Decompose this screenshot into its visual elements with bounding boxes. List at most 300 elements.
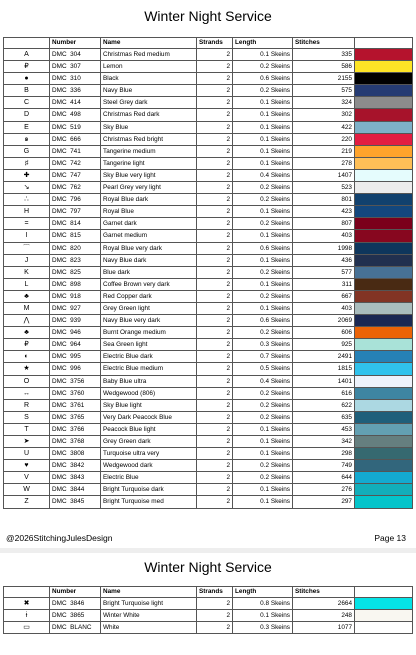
brand-label: DMC [52,413,67,421]
symbol-cell: U [4,448,50,460]
number-cell [50,363,101,375]
thread-number: 3808 [70,450,85,458]
table-row [4,290,413,302]
stitches-cell: 324 [293,97,355,109]
color-swatch [355,218,412,229]
strands-cell: 2 [197,363,233,375]
col-header-number: Number [50,38,101,49]
brand-label: DMC [52,87,67,95]
name-cell: Wedgewood dark [101,460,197,472]
length-cell: 0.1 Skeins [233,436,293,448]
stitches-cell: 1401 [293,375,355,387]
length-cell: 0.3 Skeins [233,339,293,351]
color-swatch [355,472,412,483]
number-cell [50,182,101,194]
length-cell: 0.4 Skeins [233,169,293,181]
name-cell: Bright Turquoise light [101,598,197,610]
name-cell: Baby Blue ultra [101,375,197,387]
color-swatch-cell [355,85,413,97]
thread-number: 939 [70,317,81,325]
color-swatch-cell [355,73,413,85]
symbol-cell: ✚ [4,169,50,181]
number-cell [50,484,101,496]
color-swatch-cell [355,387,413,399]
thread-table-continued [3,586,413,634]
brand-label: DMC [52,244,67,252]
table-row [4,472,413,484]
brand-label: DMC [52,624,67,632]
thread-number: 918 [70,292,81,300]
name-cell: Tangerine medium [101,145,197,157]
stitches-cell: 278 [293,157,355,169]
length-cell: 0.1 Skeins [233,448,293,460]
number-cell [50,315,101,327]
brand-label: DMC [52,220,67,228]
stitches-cell: 2664 [293,598,355,610]
table-row [4,484,413,496]
table-row [4,218,413,230]
length-cell: 0.1 Skeins [233,230,293,242]
number-cell [50,399,101,411]
thread-number: 742 [70,159,81,167]
thread-number: 825 [70,268,81,276]
brand-label: DMC [52,365,67,373]
color-swatch [355,85,412,96]
thread-number: 927 [70,304,81,312]
thread-number: 3761 [70,401,85,409]
name-cell: Wedgewood (806) [101,387,197,399]
thread-number: 519 [70,123,81,131]
number-cell [50,206,101,218]
length-cell: 0.1 Skeins [233,157,293,169]
number-cell [50,610,101,622]
thread-number: 3846 [70,600,85,607]
color-swatch [355,134,412,145]
symbol-cell: I [4,230,50,242]
table-row [4,182,413,194]
length-cell: 0.1 Skeins [233,97,293,109]
page-number: Page 13 [374,533,406,543]
thread-number: 815 [70,232,81,240]
table-row [4,97,413,109]
color-swatch-cell [355,61,413,73]
table-row [4,399,413,411]
color-swatch [355,315,412,326]
thread-number: 304 [70,51,81,58]
col-header-number: Number [50,587,101,598]
color-swatch-cell [355,109,413,121]
brand-label: DMC [52,268,67,276]
strands-cell: 2 [197,387,233,399]
thread-number: 3766 [70,425,85,433]
number-cell [50,121,101,133]
strands-cell: 2 [197,278,233,290]
number-cell [50,109,101,121]
brand-label: DMC [52,304,67,312]
symbol-cell: ♥ [4,460,50,472]
table-row [4,460,413,472]
name-cell: Burnt Orange medium [101,327,197,339]
color-swatch-cell [355,157,413,169]
stitches-cell: 1998 [293,242,355,254]
brand-label: DMC [52,462,67,470]
length-cell: 0.2 Skeins [233,399,293,411]
name-cell: Royal Blue [101,206,197,218]
brand-label: DMC [52,292,67,300]
color-swatch [355,182,412,193]
col-header-stitches: Stitches [293,38,355,49]
brand-label: DMC [52,196,67,204]
thread-number: 3760 [70,389,85,397]
table-row [4,194,413,206]
symbol-cell: = [4,218,50,230]
symbol-cell: ₽ [4,339,50,351]
name-cell: Very Dark Peacock Blue [101,411,197,423]
name-cell: Navy Blue very dark [101,315,197,327]
col-header-length: Length [233,38,293,49]
color-swatch [355,122,412,133]
length-cell: 0.2 Skeins [233,290,293,302]
brand-label: DMC [52,389,67,397]
stitches-cell: 1815 [293,363,355,375]
symbol-cell: T [4,423,50,435]
table-row [4,436,413,448]
color-swatch [355,158,412,169]
color-swatch-cell [355,194,413,206]
brand-label: DMC [52,135,67,143]
stitches-cell: 925 [293,339,355,351]
length-cell: 0.1 Skeins [233,484,293,496]
number-cell [50,472,101,484]
color-swatch-cell [355,351,413,363]
number-cell [50,73,101,85]
number-cell [50,85,101,97]
color-swatch [355,61,412,72]
number-cell [50,339,101,351]
length-cell: 0.6 Skeins [233,73,293,85]
length-cell: 0.2 Skeins [233,194,293,206]
col-header-name: Name [101,38,197,49]
strands-cell: 2 [197,351,233,363]
strands-cell: 2 [197,290,233,302]
stitches-cell: 219 [293,145,355,157]
symbol-cell: ♣ [4,290,50,302]
symbol-cell: ➤ [4,436,50,448]
brand-label: DMC [52,123,67,131]
symbol-cell: ◐ [4,351,50,363]
col-header-symbol [4,587,50,598]
stitches-cell: 523 [293,182,355,194]
number-cell [50,133,101,145]
number-cell [50,423,101,435]
color-swatch [355,267,412,278]
brand-label: DMC [52,184,67,192]
stitches-cell: 302 [293,109,355,121]
stitches-cell: 297 [293,496,355,508]
color-swatch [355,610,412,621]
symbol-cell: W [4,484,50,496]
name-cell: Christmas Red medium [101,49,197,61]
strands-cell: 2 [197,121,233,133]
name-cell: Garnet medium [101,230,197,242]
strands-cell: 2 [197,61,233,73]
table-row [4,157,413,169]
strands-cell: 2 [197,598,233,610]
table-row [4,145,413,157]
strands-cell: 2 [197,194,233,206]
color-swatch [355,170,412,181]
strands-cell: 2 [197,327,233,339]
color-swatch-cell [355,266,413,278]
number-cell [50,145,101,157]
symbol-cell: ↘ [4,182,50,194]
thread-number: 898 [70,280,81,288]
color-swatch [355,448,412,459]
table-row [4,622,413,634]
symbol-cell: L [4,278,50,290]
color-swatch-cell [355,242,413,254]
symbol-cell: ★ [4,363,50,375]
color-swatch [355,49,412,60]
color-swatch [355,598,412,609]
strands-cell: 2 [197,610,233,622]
brand-label: DMC [52,171,67,179]
color-swatch [355,230,412,241]
thread-number: 762 [70,184,81,192]
strands-cell: 2 [197,206,233,218]
symbol-cell: J [4,254,50,266]
number-cell [50,218,101,230]
thread-number: 3765 [70,413,85,421]
strands-cell: 2 [197,145,233,157]
table-row [4,242,413,254]
length-cell: 0.2 Skeins [233,472,293,484]
brand-label: DMC [52,111,67,119]
color-swatch-cell [355,375,413,387]
symbol-cell: ↔ [4,387,50,399]
length-cell: 0.2 Skeins [233,411,293,423]
color-swatch [355,622,412,633]
brand-label: DMC [52,600,67,607]
number-cell [50,411,101,423]
table-row [4,351,413,363]
thread-number: 666 [70,135,81,143]
color-swatch-cell [355,182,413,194]
brand-label: DMC [52,486,67,494]
color-swatch-cell [355,230,413,242]
length-cell: 0.1 Skeins [233,133,293,145]
brand-label: DMC [52,498,67,506]
thread-number: 3845 [70,498,85,506]
length-cell: 0.1 Skeins [233,109,293,121]
col-header-length: Length [233,587,293,598]
table-row [4,375,413,387]
thread-number: 307 [70,63,81,71]
brand-label: DMC [52,147,67,155]
length-cell: 0.1 Skeins [233,206,293,218]
length-cell: 0.1 Skeins [233,121,293,133]
name-cell: Electric Blue dark [101,351,197,363]
strands-cell: 2 [197,436,233,448]
color-swatch [355,339,412,350]
color-swatch-cell [355,206,413,218]
brand-label: DMC [52,256,67,264]
stitches-cell: 298 [293,448,355,460]
color-swatch-cell [355,610,413,622]
color-swatch-cell [355,254,413,266]
brand-label: DMC [52,232,67,240]
symbol-cell: ♣ [4,327,50,339]
number-cell [50,436,101,448]
strands-cell: 2 [197,472,233,484]
name-cell: Grey Green light [101,302,197,314]
color-swatch-cell [355,363,413,375]
symbol-cell: ♯ [4,157,50,169]
name-cell: Navy Blue [101,85,197,97]
table-header-row [4,587,413,598]
strands-cell: 2 [197,85,233,97]
color-swatch [355,206,412,217]
color-swatch-cell [355,460,413,472]
stitches-cell: 423 [293,206,355,218]
stitches-cell: 801 [293,194,355,206]
symbol-cell: A [4,49,50,61]
color-swatch [355,109,412,120]
number-cell [50,254,101,266]
symbol-cell: D [4,109,50,121]
color-swatch [355,436,412,447]
stitches-cell: 335 [293,49,355,61]
brand-label: DMC [52,51,67,58]
color-swatch [355,424,412,435]
brand-label: DMC [52,474,67,482]
name-cell: Coffee Brown very dark [101,278,197,290]
color-swatch [355,327,412,338]
thread-number: 3768 [70,438,85,445]
stitches-cell: 577 [293,266,355,278]
color-swatch [355,376,412,387]
table-row [4,598,413,610]
strands-cell: 2 [197,448,233,460]
table-row [4,610,413,622]
col-header-name: Name [101,587,197,598]
length-cell: 0.2 Skeins [233,85,293,97]
col-header-strands: Strands [197,587,233,598]
brand-label: DMC [52,377,67,385]
length-cell: 0.2 Skeins [233,266,293,278]
length-cell: 0.1 Skeins [233,254,293,266]
stitches-cell: 1407 [293,169,355,181]
brand-label: DMC [52,425,67,433]
name-cell: Turquoise ultra very [101,448,197,460]
stitches-cell: 342 [293,436,355,448]
brand-label: DMC [52,99,67,107]
thread-number: 310 [70,75,81,83]
name-cell: Grey Green dark [101,436,197,448]
thread-number: 796 [70,196,81,204]
stitches-cell: 276 [293,484,355,496]
stitches-cell: 606 [293,327,355,339]
color-swatch-cell [355,278,413,290]
strands-cell: 2 [197,375,233,387]
number-cell [50,194,101,206]
table-row [4,61,413,73]
length-cell: 0.1 Skeins [233,49,293,61]
stitches-cell: 644 [293,472,355,484]
color-swatch [355,484,412,495]
stitches-cell: 2155 [293,73,355,85]
table-row [4,339,413,351]
brand-label: DMC [52,159,67,167]
color-swatch-cell [355,496,413,508]
color-swatch [355,363,412,374]
strands-cell: 2 [197,423,233,435]
strands-cell: 2 [197,242,233,254]
color-swatch-cell [355,436,413,448]
symbol-cell: Z [4,496,50,508]
copyright-footer: @2026StitchingJulesDesign [6,533,113,543]
thread-number: 964 [70,341,81,349]
length-cell: 0.6 Skeins [233,315,293,327]
table-row [4,85,413,97]
color-swatch-cell [355,97,413,109]
color-swatch [355,194,412,205]
brand-label: DMC [52,341,67,349]
color-swatch-cell [355,302,413,314]
table-row [4,266,413,278]
thread-number: 3865 [70,612,85,620]
name-cell: Red Copper dark [101,290,197,302]
col-header-color [355,587,413,598]
table-header-row [4,38,413,49]
symbol-cell: ๑ [4,133,50,145]
name-cell: Black [101,73,197,85]
strands-cell: 2 [197,169,233,181]
strands-cell: 2 [197,49,233,61]
color-swatch-cell [355,327,413,339]
length-cell: 0.2 Skeins [233,460,293,472]
symbol-cell: V [4,472,50,484]
col-header-stitches: Stitches [293,587,355,598]
table-row [4,327,413,339]
length-cell: 0.6 Skeins [233,242,293,254]
length-cell: 0.1 Skeins [233,610,293,622]
number-cell [50,169,101,181]
strands-cell: 2 [197,97,233,109]
table-row [4,121,413,133]
color-swatch [355,388,412,399]
length-cell: 0.2 Skeins [233,387,293,399]
symbol-cell: M [4,302,50,314]
color-swatch [355,146,412,157]
color-swatch [355,400,412,411]
number-cell [50,302,101,314]
page-title: Winter Night Service [144,8,272,24]
strands-cell: 2 [197,133,233,145]
strands-cell: 2 [197,254,233,266]
strands-cell: 2 [197,460,233,472]
brand-label: DMC [52,317,67,325]
stitches-cell: 403 [293,302,355,314]
thread-number: 3843 [70,474,85,482]
color-swatch-cell [355,411,413,423]
length-cell: 0.2 Skeins [233,218,293,230]
table-row [4,448,413,460]
table-row [4,302,413,314]
table-row [4,387,413,399]
table-row [4,49,413,61]
stitches-cell: 436 [293,254,355,266]
